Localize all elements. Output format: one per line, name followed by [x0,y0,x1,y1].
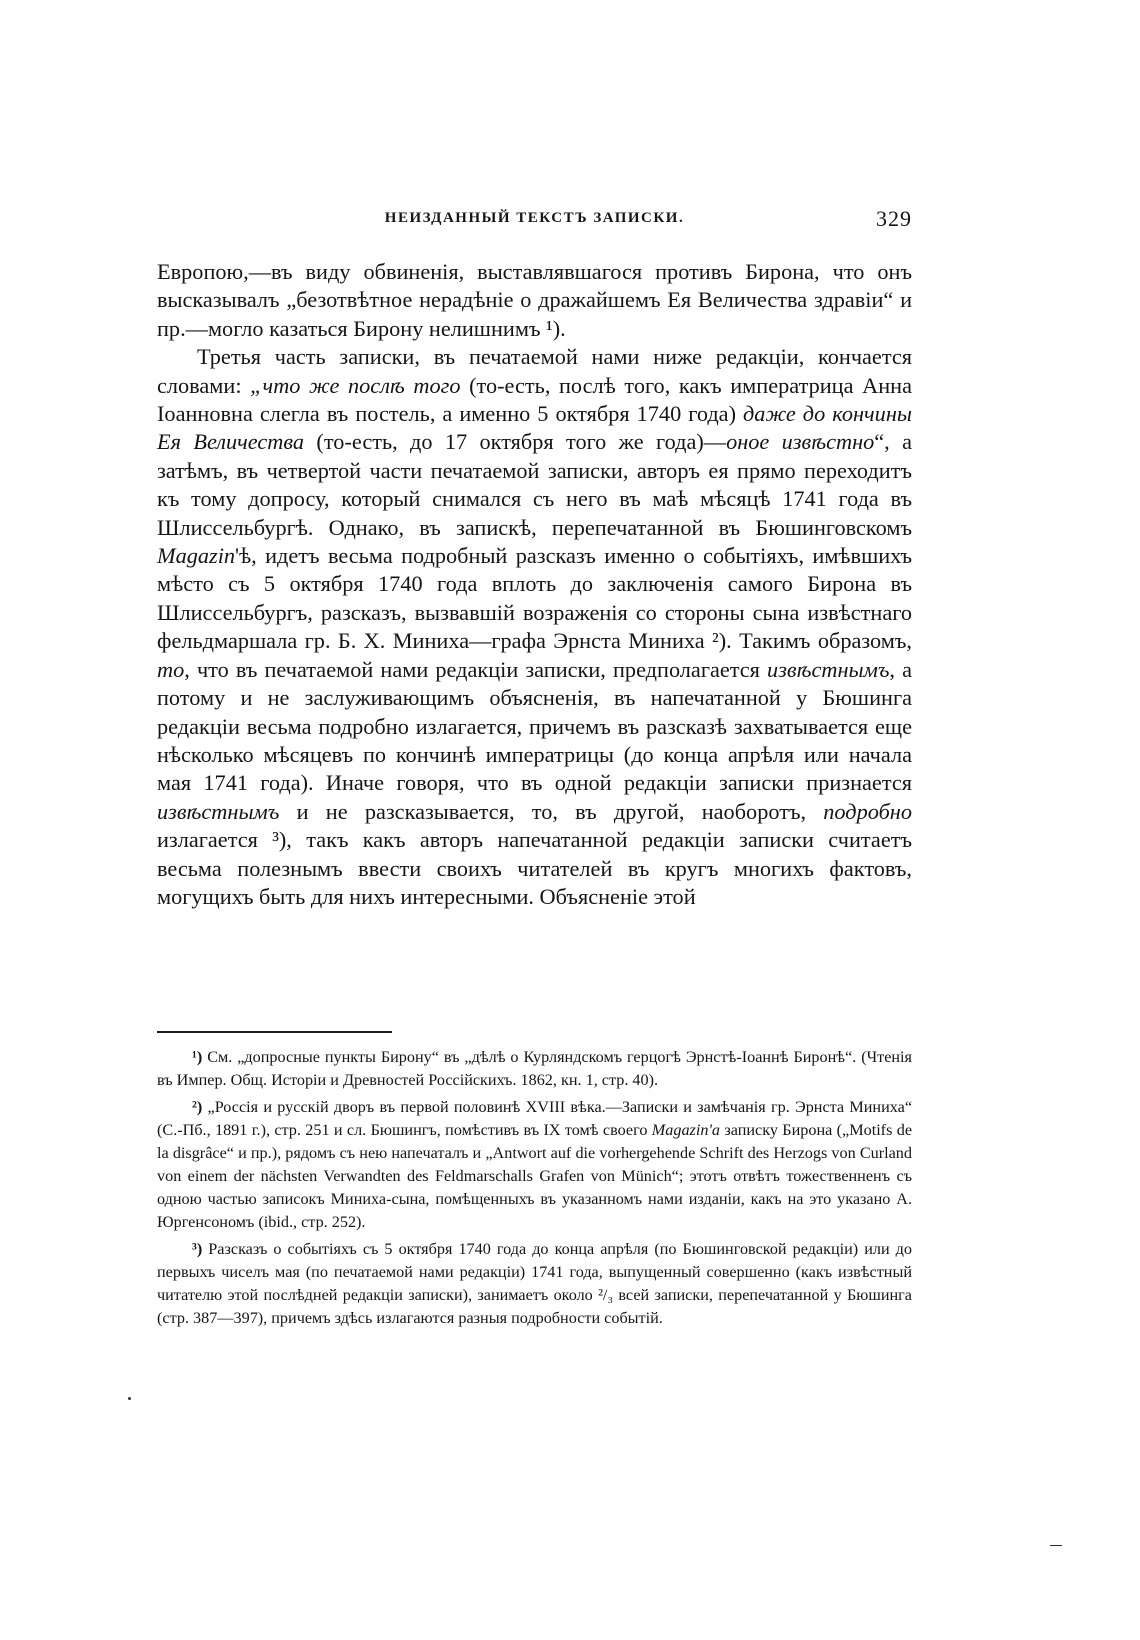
title-italic: Magazin'а [651,1121,720,1139]
quote-italic: даже до кончины Ея Величества [157,401,912,455]
footnote-marker: ¹) [192,1048,203,1066]
paragraph-2-text: (то-есть, до 17 октября того же года)— [304,429,727,455]
paragraph-1: Европою,—въ виду обвиненія, выставлявшагося противъ Бирона, что онъ высказывалъ „безотвѣтное нерадѣніе о дражайшемъ Ея Величества здравіи“ и пр.—могло казаться Бирону нелишнимъ ¹). [157,259,912,341]
quote-italic: „что же послѣ того [250,372,461,398]
emphasis-italic: извѣстнымъ [767,656,890,682]
emphasis-italic: то [157,656,185,682]
footnote-marker: ³) [192,1240,203,1258]
quote-italic: оное извѣстно [726,429,875,455]
main-text [157,258,912,1020]
paragraph-2-text: и не разсказывается, то, въ другой, наоборотъ, [279,798,824,824]
scan-artifact-dot [128,1397,131,1400]
paragraph-2-text: 'ѣ, идетъ весьма подробный разсказъ именно о событіяхъ, имѣвшихъ мѣсто съ 5 октября 1740 года вплоть до заключенія самого Бирона въ Шлиссельбургъ, разсказъ, вызвавшій возраженія со стороны сына извѣстнаго фельдмаршала гр. Б. Х. Миниха—графа Эрнста Миниха ²). Такимъ образомъ, [157,543,912,654]
title-italic: Magazin [157,543,236,569]
footnote-1 [157,1046,912,1092]
footnote-text: См. „допросные пункты Бирону“ въ „дѣлѣ о Курляндскомъ герцогѣ Эрнстѣ-Іоаннѣ Биронѣ“. (Чтенія въ Импер. Общ. Исторіи и Древностей Россійскихъ. 1862, кн. 1, стр. 40). [157,1048,913,1089]
scan-artifact-dash [1050,1545,1062,1546]
page-number: 329 [876,206,912,231]
emphasis-italic: извѣстнымъ [157,798,280,824]
footnote-text: „Россія и русскій дворъ въ первой половинѣ XVIII вѣка.—Записки и замѣчанія гр. Эрнста Миниха“ (С.-Пб., 1891 г.), стр. 251 и сл. Бюшингъ, помѣстивъ въ IX томѣ своего [157,1098,913,1139]
running-title: НЕИЗДАННЫЙ ТЕКСТЪ ЗАПИСКИ. [384,210,685,226]
paragraph-2-text: (то-есть, послѣ того, какъ императрица Анна Іоанновна слегла въ постель, а именно 5 октября 1740 года) [157,372,912,427]
footnote-text: Разсказъ о событіяхъ съ 5 октября 1740 года до конца апрѣля (по Бюшинговской редакціи) или до первыхъ чиселъ мая (по печатаемой нами редакціи) 1741 года, выпущенный совершенно (какъ извѣстный читателю этой послѣдней редакціи записки), занимаетъ около ²/₃ всей записки, перепечатанной у Бюшинга (стр. 387—397), причемъ здѣсь излагаются разныя подробности событій. [157,1240,912,1327]
running-head [157,206,912,238]
emphasis-italic: подробно [823,798,912,824]
paragraph-2 [157,343,912,911]
paragraph-2-text: , а потому и не заслуживающимъ объясненія, въ напечатанной у Бюшинга редакціи весьма подробно излагается, причемъ въ разсказѣ захватывается еще нѣсколько мѣсяцевъ по кончинѣ императрицы (до конца апрѣля или начала мая 1741 года). Иначе говоря, что въ одной редакціи записки признается [157,656,913,796]
footnote-text: записку Бирона („Motifs de la disgrâce“ и пр.), рядомъ съ нею напечаталъ и „Antwort auf die vorhergehende Schrift des Herzogs von Curland von einem der nächsten Verwandten des Feldmarschalls Grafen von Münich“; этотъ отвѣтъ тожественненъ съ одною частью записокъ Миниха-сына, помѣщенныхъ въ указанномъ нами изданіи, какъ на это указано А. Юргенсономъ (ibid., стр. 252). [157,1121,912,1231]
footnote-2 [157,1096,912,1234]
footnote-3 [157,1238,912,1330]
paragraph-2-text: Третья часть записки, въ печатаемой нами ниже редакціи, кончается словами: [157,344,912,398]
paragraph-2-text: излагается ³), такъ какъ авторъ напечатанной редакціи записки считаетъ весьма полезнымъ ввести своихъ читателей въ кругъ многихъ фактовъ, могущихъ быть для нихъ интересными. Объясненіе этой [157,827,912,909]
paragraph-2-text: “, а затѣмъ, въ четвертой части печатаемой записки, авторъ ея прямо переходитъ къ тому допросу, который снимался съ него въ маѣ мѣсяцѣ 1741 года въ Шлиссельбургѣ. Однако, въ запискѣ, перепечатанной въ Бюшинговскомъ [157,429,912,540]
footnote-divider [157,1031,392,1033]
paragraph-2-text: , что въ печатаемой нами редакціи записки, предполагается [184,656,768,682]
footnotes [157,1046,912,1386]
footnote-marker: ²) [192,1098,203,1116]
